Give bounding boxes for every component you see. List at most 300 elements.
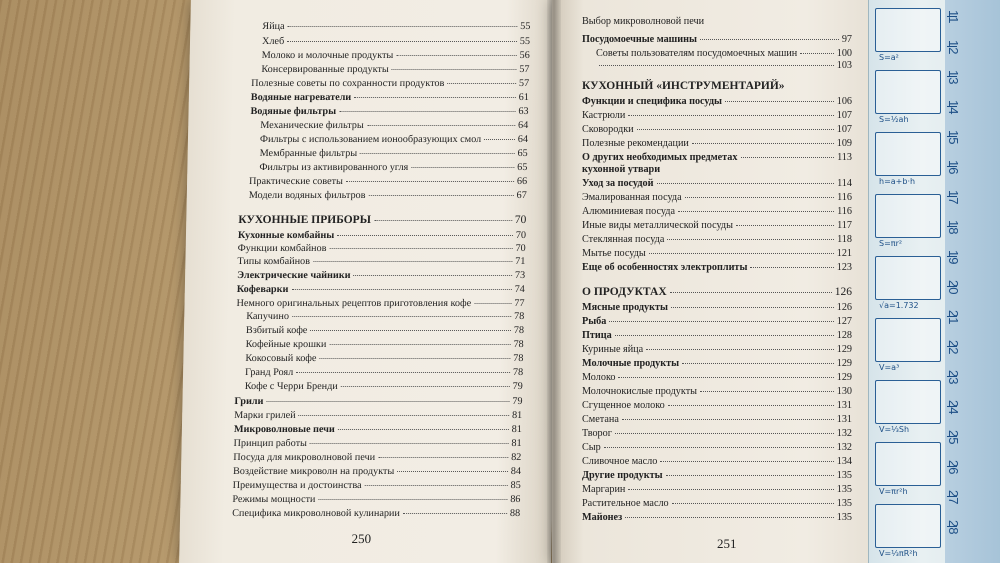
toc-leader-dots (447, 83, 516, 84)
left-toc-entry (233, 480, 521, 492)
toc-entry-title: О ПРОДУКТАХ (582, 286, 667, 298)
toc-leader-dots (672, 503, 834, 504)
ruler-formula-cell (875, 504, 941, 548)
ruler-formula-text: S=½ah (879, 115, 909, 124)
toc-entry-page-number: 65 (517, 162, 528, 173)
toc-leader-dots (397, 471, 508, 472)
toc-entry-title: Функции комбайнов (237, 243, 327, 254)
toc-entry-page-number: 114 (837, 178, 852, 189)
toc-entry-page-number: 56 (519, 50, 530, 61)
toc-entry-title: Модели водяных фильтров (248, 190, 366, 201)
ruler-number: 18 (946, 220, 961, 235)
ruler-number: 26 (946, 460, 961, 475)
toc-leader-dots (296, 372, 510, 373)
left-toc-entry (249, 190, 527, 202)
ruler-number: 21 (946, 310, 961, 325)
toc-leader-dots (411, 167, 514, 168)
ruler-formula-text: S=a² (879, 53, 899, 62)
toc-leader-dots (800, 53, 833, 54)
ruler-number: 12 (946, 40, 961, 55)
ruler-number: 13 (946, 70, 961, 85)
toc-entry-page-number: 107 (836, 124, 852, 135)
toc-entry-title: Немного оригинальных рецептов приготовления кофе (236, 298, 472, 309)
left-toc-entry (262, 36, 530, 48)
toc-entry-page-number: 131 (836, 414, 852, 425)
toc-leader-dots (329, 344, 510, 345)
toc-entry-title: Яйца (262, 21, 285, 32)
right-book-page (552, 0, 870, 563)
toc-leader-dots (671, 307, 834, 308)
toc-leader-dots (299, 415, 509, 416)
right-toc-entry (596, 48, 852, 60)
toc-entry-title: Кофейные крошки (245, 339, 327, 350)
left-toc-entry (262, 21, 530, 33)
left-toc-entry (246, 311, 524, 323)
toc-entry-page-number: 116 (837, 192, 852, 203)
left-toc-entry (238, 214, 526, 226)
toc-entry-page-number: 78 (512, 367, 524, 378)
toc-entry-page-number: 78 (513, 311, 525, 322)
toc-leader-dots (618, 377, 833, 378)
toc-leader-dots (403, 513, 507, 514)
toc-entry-title: Уход за посудой (582, 178, 654, 189)
toc-entry-title: Советы пользователям посудомоечных машин (596, 48, 798, 59)
ruler-number: 15 (946, 130, 961, 145)
toc-entry-page-number: 135 (836, 512, 852, 523)
toc-entry-title: Мембранные фильтры (259, 148, 358, 159)
toc-leader-dots (318, 499, 507, 500)
right-toc-entry (582, 512, 852, 524)
toc-leader-dots (668, 405, 834, 406)
toc-entry-title: Водяные нагреватели (250, 92, 352, 103)
left-toc-entry (234, 396, 522, 408)
toc-entry-title: Сливочное масло (582, 456, 658, 467)
toc-leader-dots (365, 485, 508, 486)
toc-entry-page-number: 64 (517, 134, 529, 145)
ruler-formula-text: √a=1.732 (879, 301, 919, 310)
right-toc-entry (582, 358, 852, 370)
toc-entry-title: Грили (234, 396, 264, 407)
ruler-number: 27 (946, 490, 961, 505)
toc-entry-title: Куриные яйца (582, 344, 644, 355)
toc-leader-dots (609, 321, 833, 322)
toc-leader-dots (266, 401, 509, 402)
toc-leader-dots (604, 447, 834, 448)
toc-entry-title: Молоко и молочные продукты (261, 50, 394, 61)
left-toc-entry (237, 284, 525, 296)
left-toc-entry (237, 256, 525, 268)
toc-leader-dots (292, 316, 511, 317)
toc-leader-dots (700, 39, 839, 40)
right-toc-entry (582, 34, 852, 46)
toc-entry-title: Растительное масло (582, 498, 669, 509)
toc-leader-dots (354, 275, 512, 276)
toc-leader-dots (341, 386, 510, 387)
toc-entry-title: Фильтры с использованием ионообразующих смол (259, 134, 482, 145)
toc-entry-page-number: 106 (836, 96, 852, 107)
toc-entry-page-number: 126 (834, 286, 852, 298)
left-toc-entry (245, 381, 523, 393)
ruler-number: 28 (946, 520, 961, 535)
toc-entry-title: Электрические чайники (237, 270, 351, 281)
toc-leader-dots (670, 292, 832, 293)
toc-entry-page-number: 116 (837, 206, 852, 217)
ruler-number: 11 (946, 10, 961, 24)
toc-entry-title: Еще об особенностях электроплиты (582, 262, 748, 273)
ruler-number: 24 (946, 400, 961, 415)
toc-entry-title: Сыр (582, 442, 601, 453)
right-toc-entry (582, 124, 852, 136)
toc-leader-dots (637, 129, 834, 130)
toc-leader-dots (484, 139, 515, 140)
ruler-number: 20 (946, 280, 961, 295)
toc-entry-page-number: 70 (515, 230, 527, 241)
right-toc-entry (582, 428, 852, 440)
toc-entry-page-number: 81 (511, 438, 522, 449)
toc-entry-page-number: 121 (836, 248, 852, 259)
toc-entry-title: Хлеб (261, 36, 285, 47)
ruler-formula-text: V=a³ (879, 363, 900, 372)
toc-entry-page-number: 74 (514, 284, 525, 295)
left-toc-entry (259, 162, 527, 174)
toc-leader-dots (310, 330, 510, 331)
toc-entry-title: Полезные советы по сохранности продуктов (251, 78, 445, 89)
right-toc-entry (582, 400, 852, 412)
toc-entry-title: Молочнокислые продукты (582, 386, 698, 397)
toc-entry-page-number: 78 (513, 325, 525, 336)
toc-entry-page-number: 77 (514, 298, 525, 309)
toc-entry-title: Кастрюли (582, 110, 626, 121)
left-toc-entry (246, 325, 524, 337)
toc-entry-page-number: 132 (836, 442, 852, 453)
right-toc-entry (582, 484, 852, 496)
left-toc-entry (237, 270, 525, 282)
toc-entry-page-number: 78 (513, 339, 524, 350)
toc-entry-title: Мытье посуды (582, 248, 646, 259)
toc-entry-page-number: 86 (510, 494, 521, 505)
toc-entry-page-number: 88 (509, 508, 521, 519)
ruler-formula-cell (875, 132, 941, 176)
right-toc-entry (582, 470, 852, 482)
toc-leader-dots (288, 26, 518, 27)
ruler-number: 17 (946, 190, 961, 205)
toc-entry-title: Кухонные комбайны (237, 230, 335, 241)
left-toc-entry (232, 494, 520, 506)
left-toc-entry (260, 134, 528, 146)
toc-entry-title: Функции и специфика посуды (582, 96, 722, 107)
toc-leader-dots (628, 489, 833, 490)
toc-leader-dots (657, 183, 835, 184)
toc-entry-page-number: 128 (836, 330, 852, 341)
toc-entry-page-number: 126 (836, 302, 852, 313)
toc-entry-title: КУХОННЫЙ «ИНСТРУМЕНТАРИЙ» (582, 80, 785, 92)
right-toc-entry (582, 206, 852, 218)
toc-entry-page-number: 103 (836, 60, 852, 71)
toc-leader-dots (374, 220, 512, 221)
left-toc-entry (232, 508, 520, 520)
toc-entry-page-number: 113 (837, 152, 852, 163)
ruler-formula-cell (875, 194, 941, 238)
toc-entry-page-number: 131 (836, 400, 852, 411)
toc-entry-page-number: 57 (518, 78, 530, 89)
toc-leader-dots (692, 143, 834, 144)
toc-leader-dots (649, 253, 834, 254)
toc-entry-title: Выбор микроволновой печи (582, 16, 705, 27)
toc-leader-dots (725, 101, 834, 102)
toc-entry-page-number: 107 (836, 110, 852, 121)
left-toc-entry (238, 243, 526, 255)
ruler-formula-cell (875, 8, 941, 52)
toc-leader-dots (660, 461, 833, 462)
toc-leader-dots (682, 363, 834, 364)
toc-entry-page-number: 135 (836, 470, 852, 481)
toc-leader-dots (346, 181, 514, 182)
toc-leader-dots (625, 517, 834, 518)
toc-leader-dots (354, 97, 515, 98)
toc-entry-title: О других необходимых предметах (582, 152, 738, 163)
toc-entry-page-number: 129 (836, 372, 852, 383)
right-toc-entry (582, 372, 852, 384)
left-toc-entry (251, 78, 529, 90)
right-toc-entry (582, 178, 852, 190)
toc-entry-page-number: 100 (836, 48, 852, 59)
left-toc-entry (245, 367, 523, 379)
toc-entry-title: Иные виды металлической посуды (582, 220, 733, 231)
toc-leader-dots (310, 443, 509, 444)
toc-entry-page-number: 70 (515, 243, 526, 254)
right-toc-entry (582, 164, 852, 176)
left-book-page (179, 0, 563, 563)
toc-leader-dots (736, 225, 834, 226)
toc-leader-dots (666, 475, 834, 476)
left-toc-entry (238, 230, 526, 242)
left-toc-entry (233, 466, 521, 478)
toc-entry-title: Молоко (582, 372, 616, 383)
toc-entry-title: Практические советы (248, 176, 343, 187)
toc-entry-title: Стеклянная посуда (582, 234, 665, 245)
toc-entry-title: Посуда для микроволновой печи (233, 452, 376, 463)
right-toc-entry (582, 248, 852, 260)
toc-entry-title: Принцип работы (233, 438, 308, 449)
ruler-formula-cell (875, 318, 941, 362)
toc-entry-page-number: 81 (511, 424, 523, 435)
ruler-formula-text: S=πr² (879, 239, 903, 248)
toc-entry-title: Фильтры из активированного угля (259, 162, 409, 173)
toc-leader-dots (750, 267, 833, 268)
toc-entry-page-number: 67 (516, 190, 527, 201)
right-toc-entry (582, 96, 852, 108)
right-table-of-contents (552, 0, 870, 563)
right-toc-entry (582, 442, 852, 454)
toc-leader-dots (622, 419, 834, 420)
toc-entry-page-number: 129 (836, 358, 852, 369)
toc-entry-title: кухонной утвари (582, 164, 661, 175)
ruler-formula-cell (875, 70, 941, 114)
left-toc-entry (249, 176, 527, 188)
toc-entry-title: Птица (582, 330, 612, 341)
toc-leader-dots (678, 211, 834, 212)
toc-leader-dots (646, 349, 834, 350)
toc-leader-dots (329, 248, 512, 249)
toc-leader-dots (628, 115, 833, 116)
toc-entry-page-number: 134 (836, 456, 852, 467)
toc-entry-title: Творог (582, 428, 612, 439)
toc-leader-dots (667, 239, 834, 240)
toc-leader-dots (337, 235, 513, 236)
toc-entry-title: Полезные рекомендации (582, 138, 689, 149)
toc-entry-page-number: 84 (510, 466, 522, 477)
right-toc-entry (582, 330, 852, 342)
toc-entry-page-number: 127 (836, 316, 852, 327)
toc-entry-title: Воздействие микроволн на продукты (232, 466, 395, 477)
toc-entry-page-number: 109 (836, 138, 852, 149)
toc-leader-dots (700, 391, 834, 392)
right-toc-entry (582, 316, 852, 328)
right-toc-entry (582, 152, 852, 164)
ruler-formula-cell (875, 380, 941, 424)
right-toc-entry (582, 220, 852, 232)
right-toc-entry (582, 234, 852, 246)
toc-entry-title: Кокосовый кофе (245, 353, 317, 364)
toc-leader-dots (360, 153, 514, 154)
toc-leader-dots (392, 69, 517, 70)
toc-leader-dots (313, 261, 512, 262)
toc-entry-title: КУХОННЫЕ ПРИБОРЫ (238, 214, 372, 226)
left-toc-entry (233, 438, 521, 450)
toc-entry-title: Капучино (246, 311, 290, 322)
toc-entry-title: Консервированные продукты (261, 64, 389, 75)
toc-leader-dots (378, 457, 508, 458)
toc-entry-title: Сметана (582, 414, 619, 425)
toc-entry-page-number: 70 (514, 214, 527, 226)
toc-entry-page-number: 79 (512, 396, 523, 407)
ruler-formula-text: V=πr²h (879, 487, 908, 496)
right-toc-entry (582, 302, 852, 314)
right-toc-entry (582, 16, 852, 28)
ruler-formula-text: h=a+b·h (879, 177, 916, 186)
toc-leader-dots (741, 157, 835, 158)
toc-entry-page-number: 55 (519, 36, 531, 47)
toc-leader-dots (338, 429, 509, 430)
toc-entry-title: Механические фильтры (260, 120, 364, 131)
ruler-number: 16 (946, 160, 961, 175)
toc-entry-page-number: 55 (520, 21, 531, 32)
toc-entry-page-number: 117 (837, 220, 852, 231)
toc-entry-title: Марки грилей (234, 410, 296, 421)
left-toc-entry (251, 92, 529, 104)
toc-entry-title: Гранд Роял (244, 367, 294, 378)
toc-entry-title: Посудомоечные машины (582, 34, 697, 45)
left-toc-entry (262, 50, 530, 62)
toc-entry-title: Мясные продукты (582, 302, 668, 313)
toc-entry-page-number: 123 (836, 262, 852, 273)
ruler-number: 23 (946, 370, 961, 385)
left-toc-entry (245, 353, 523, 365)
right-toc-entry (582, 344, 852, 356)
toc-entry-title: Майонез (582, 512, 623, 523)
ruler-formula-cell (875, 256, 941, 300)
left-toc-entry (246, 339, 524, 351)
right-toc-entry (582, 414, 852, 426)
ruler-with-formulas (868, 0, 1000, 563)
right-toc-entry (582, 262, 852, 274)
right-toc-entry (582, 192, 852, 204)
left-toc-entry (236, 298, 524, 310)
toc-entry-title: Сковородки (582, 124, 634, 135)
toc-leader-dots (685, 197, 834, 198)
left-table-of-contents (179, 0, 563, 563)
right-toc-entry (582, 80, 852, 92)
toc-entry-title: Водяные фильтры (250, 106, 337, 117)
toc-entry-title: Типы комбайнов (237, 256, 311, 267)
toc-entry-title: Режимы мощности (232, 494, 316, 505)
toc-entry-title: Молочные продукты (582, 358, 680, 369)
toc-leader-dots (599, 65, 834, 66)
left-toc-entry (233, 452, 521, 464)
toc-entry-page-number: 63 (518, 106, 529, 117)
toc-entry-page-number: 82 (511, 452, 522, 463)
toc-entry-page-number: 64 (517, 120, 529, 131)
left-toc-entry (260, 120, 528, 132)
right-toc-entry (582, 456, 852, 468)
toc-entry-title: Преимущества и достоинства (232, 480, 362, 491)
book-spine-gutter (547, 0, 561, 563)
toc-entry-title: Специфика микроволновой кулинарии (232, 508, 401, 519)
toc-entry-title: Кофеварки (236, 284, 289, 295)
right-toc-entry (582, 386, 852, 398)
toc-entry-page-number: 73 (514, 270, 526, 281)
ruler-number: 22 (946, 340, 961, 355)
toc-entry-page-number: 135 (836, 484, 852, 495)
toc-leader-dots (287, 41, 517, 42)
left-toc-entry (250, 106, 528, 118)
ruler-formula-cell (875, 442, 941, 486)
right-toc-entry (596, 60, 852, 72)
wooden-table-background (0, 0, 200, 563)
ruler-formula-text: V=⅓πR²h (879, 549, 918, 558)
toc-entry-title: Кофе с Черри Бренди (244, 381, 338, 392)
left-toc-entry (234, 410, 522, 422)
ruler-number: 19 (946, 250, 961, 265)
left-toc-entry (261, 64, 529, 76)
toc-leader-dots (339, 111, 515, 112)
toc-leader-dots (615, 335, 834, 336)
ruler-number: 14 (946, 100, 961, 115)
toc-entry-title: Микроволновые печи (233, 424, 335, 435)
toc-leader-dots (319, 358, 510, 359)
toc-leader-dots (474, 303, 511, 304)
toc-entry-title: Эмалированная посуда (582, 192, 682, 203)
toc-leader-dots (615, 433, 834, 434)
toc-entry-title: Взбитый кофе (245, 325, 308, 336)
ruler-formula-text: V=⅓Sh (879, 425, 910, 434)
toc-entry-page-number: 78 (513, 353, 524, 364)
toc-entry-page-number: 85 (510, 480, 521, 491)
toc-entry-page-number: 57 (519, 64, 530, 75)
toc-entry-page-number: 81 (511, 410, 523, 421)
left-toc-entry (260, 148, 528, 160)
toc-entry-page-number: 130 (836, 386, 852, 397)
toc-entry-title: Маргарин (582, 484, 626, 495)
toc-entry-title: Другие продукты (582, 470, 663, 481)
right-toc-entry (582, 498, 852, 510)
right-toc-entry (582, 110, 852, 122)
toc-entry-title: Рыба (582, 316, 607, 327)
toc-entry-page-number: 97 (841, 34, 852, 45)
toc-entry-page-number: 135 (836, 498, 852, 509)
toc-leader-dots (396, 55, 516, 56)
toc-entry-title: Алюминиевая посуда (582, 206, 676, 217)
